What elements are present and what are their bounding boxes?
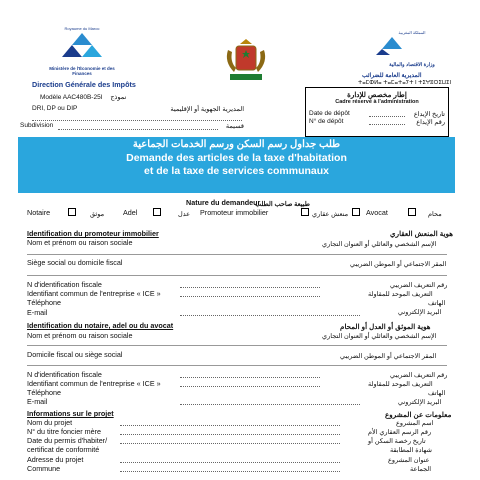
proj-nom-label: Nom du projet (27, 418, 73, 427)
prom-ice-label: Identifiant commun de l'entreprise « ICE » (27, 289, 161, 298)
dgi-logo-icon (42, 31, 122, 61)
subdivision-label-ar: قسيمة (225, 123, 244, 130)
option-promoteur-label: Promoteur immobilier (200, 208, 269, 217)
num-depot-field[interactable] (369, 124, 405, 125)
subdivision-label-fr: Subdivision (20, 122, 54, 129)
proj-tf-field[interactable] (120, 434, 340, 435)
proj-tf-label: N° du titre foncier mère (27, 427, 101, 436)
title-banner (18, 137, 455, 193)
not-domicile-label: Domicile fiscal ou siège social (27, 350, 123, 359)
date-depot-field[interactable] (369, 116, 405, 117)
ministry-name-left: Ministère de l'Économie et des Finances (49, 66, 115, 76)
not-if-label: N d'identification fiscale (27, 370, 102, 379)
num-depot-label-ar: رقم الإيداع (416, 119, 445, 126)
not-name-label: Nom et prénom ou raison sociale (27, 331, 133, 340)
ministry-logo-right (372, 30, 452, 68)
prom-email-label-ar: البريد الإلكتروني (398, 309, 442, 316)
prom-if-label: N d'identification fiscale (27, 280, 102, 289)
num-depot-label: N° de dépôt (309, 118, 344, 125)
banner-title-ar: طلب جداول رسم السكن ورسم الخدمات الجماعية (132, 139, 341, 150)
dri-label-ar: المديرية الجهوية أو الإقليمية (170, 106, 244, 113)
proj-nom-field[interactable] (120, 425, 340, 426)
prom-name-label-ar: الإسم الشخصي والعائلي أو العنوان التجاري (322, 241, 437, 248)
model-label-ar: نموذج (110, 94, 127, 101)
adel-checkbox[interactable] (153, 208, 161, 216)
not-email-field[interactable] (180, 404, 360, 405)
section-promoteur-title-ar: هوية المنعش العقاري (390, 229, 454, 238)
admin-num-row (309, 118, 445, 126)
not-ice-label-ar: التعريف الموحد للمقاولة (368, 381, 433, 388)
option-notaire-ar: موثق (90, 211, 105, 218)
not-email-label: E-mail (27, 397, 48, 406)
prom-tel-label-ar: الهاتف (428, 300, 446, 307)
proj-tf-label-ar: رقم الرسم العقاري الأم (368, 429, 432, 436)
not-ice-label: Identifiant commun de l'entreprise « ICE » (27, 379, 161, 388)
prom-if-label-ar: رقم التعريف الضريبي (390, 282, 448, 289)
proj-permis-label-ar: تاريخ رخصة السكن أو (368, 438, 426, 445)
option-adel-ar: عدل (178, 211, 191, 218)
not-name-label-ar: الإسم الشخصي والعائلي أو العنوان التجاري (322, 333, 437, 340)
prom-tel-label: Téléphone (27, 298, 61, 307)
date-depot-label: Date de dépôt (309, 110, 350, 117)
not-email-label-ar: البريد الإلكتروني (398, 399, 442, 406)
notaire-checkbox[interactable] (68, 208, 76, 216)
proj-commune-label: Commune (27, 464, 61, 473)
not-if-field[interactable] (180, 377, 320, 378)
banner-title-fr-1: Demande des articles de la taxe d'habitation (126, 152, 347, 164)
not-domicile-label-ar: المقر الاجتماعي أو الموطن الضريبي (340, 353, 437, 360)
dri-label-fr: DRI, DP ou DIP (32, 105, 78, 112)
promoteur-checkbox[interactable] (301, 208, 309, 216)
prom-siege-label: Siège social ou domicile fiscal (27, 258, 123, 267)
prom-siege-label-ar: المقر الاجتماعي أو الموطن الضريبي (350, 261, 447, 268)
section-notaire-title-ar: هوية الموثق أو العدل أو المحام (340, 322, 431, 331)
proj-adresse-label: Adresse du projet (27, 455, 84, 464)
nature-label-ar: طبيعة صاحب الطلب (255, 201, 310, 208)
admin-box-title-ar: إطار مخصص للإدارة (347, 90, 407, 99)
ministry-logo-left (42, 26, 122, 76)
banner-title-fr-2: et de la taxe de services communaux (143, 165, 329, 177)
section-promoteur-title: Identification du promoteur immobilier (27, 229, 159, 238)
nature-label-fr: Nature du demandeur (186, 198, 261, 207)
prom-if-field[interactable] (180, 287, 320, 288)
prom-ice-label-ar: التعريف الموحد للمقاولة (368, 291, 433, 298)
ministry-name-right: وزارة الاقتصاد والمالية (389, 62, 435, 68)
dri-row (32, 105, 244, 112)
dgi-title-ar: المديرية العامة للضرائب (362, 73, 422, 79)
avocat-checkbox-pre[interactable] (352, 208, 360, 216)
dgi-title-tifinagh: ⵜⴰⵎⵀⵍⴰ ⵜⴰⵎⴰⵜⴰⵢⵜ ⵏ ⵜⵉⵖⵓⵔⵉⵡⵉⵏ (358, 80, 452, 86)
proj-certif-label-ar: شهادة المطابقة (390, 447, 432, 454)
prom-email-label: E-mail (27, 308, 48, 317)
prom-name-label: Nom et prénom ou raison sociale (27, 238, 133, 247)
section-projet-title-ar: معلومات عن المشروع (385, 410, 452, 419)
proj-permis-label: Date du permis d'habiter/ (27, 436, 108, 445)
proj-adresse-label-ar: عنوان المشروع (388, 457, 430, 464)
prom-email-field[interactable] (180, 315, 360, 316)
admin-date-row (309, 110, 445, 118)
date-depot-label-ar: تاريخ الإيداع (413, 111, 445, 118)
section-notaire-title: Identification du notaire, adel ou du avocat (27, 321, 174, 330)
dgi-title-fr: Direction Générale des Impôts (32, 80, 136, 89)
admin-box (305, 87, 449, 137)
option-avocat-ar: محام (428, 211, 442, 218)
model-number: Modèle AAC480B-25I (40, 94, 103, 101)
dgi-logo-right-icon (372, 35, 452, 57)
option-avocat-label: Avocat (366, 208, 388, 217)
option-notaire (27, 208, 50, 217)
admin-box-title-fr: Cadre réservé à l'administration (335, 99, 419, 105)
prom-ice-field[interactable] (180, 296, 320, 297)
proj-permis-field[interactable] (120, 443, 340, 444)
subdivision-field[interactable] (58, 129, 218, 130)
option-notaire-label: Notaire (27, 208, 51, 217)
option-promoteur-ar: منعش عقاري (312, 211, 349, 218)
proj-commune-field[interactable] (120, 471, 340, 472)
prom-name-field[interactable] (27, 254, 447, 255)
proj-commune-label-ar: الجماعة (410, 466, 432, 473)
not-if-label-ar: رقم التعريف الضريبي (390, 372, 448, 379)
not-ice-field[interactable] (180, 386, 320, 387)
dri-field[interactable] (32, 120, 242, 121)
proj-adresse-field[interactable] (120, 462, 340, 463)
ministry-small-label: Royaume du Maroc (64, 26, 100, 31)
not-domicile-field[interactable] (27, 365, 447, 366)
section-projet-title: Informations sur le projet (27, 409, 114, 418)
subdivision-row (20, 122, 244, 129)
proj-certif-label: certificat de conformité (27, 445, 100, 454)
coat-of-arms-icon (222, 36, 270, 86)
option-adel-label: Adel (123, 208, 138, 217)
not-tel-label: Téléphone (27, 388, 61, 397)
proj-nom-label-ar: اسم المشروع (396, 420, 434, 427)
model-label (40, 93, 126, 101)
ministry-small-label-ar: المملكة المغربية (398, 30, 426, 35)
prom-siege-field[interactable] (27, 275, 447, 276)
not-tel-label-ar: الهاتف (428, 390, 446, 397)
avocat-checkbox[interactable] (408, 208, 416, 216)
not-name-field[interactable] (27, 345, 447, 346)
